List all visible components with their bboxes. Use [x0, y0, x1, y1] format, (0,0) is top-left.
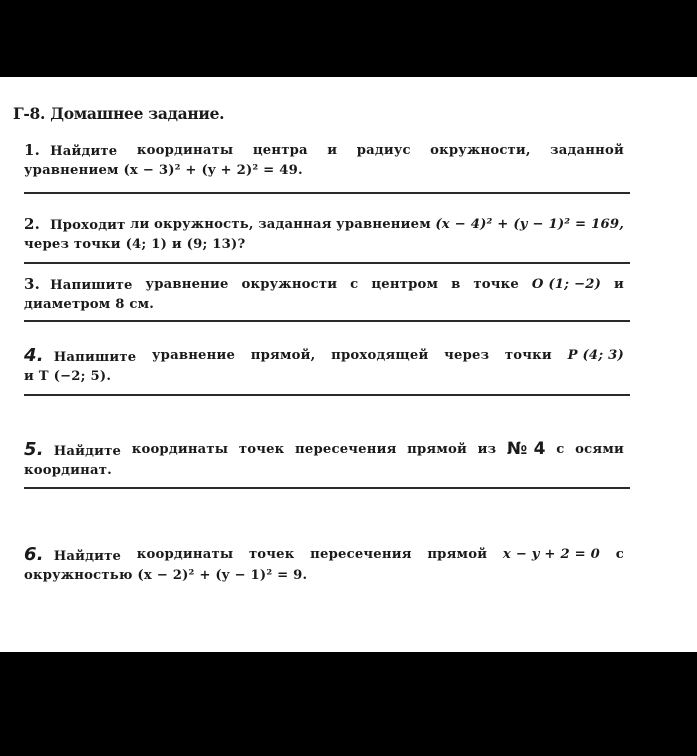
- word: Проходит: [50, 218, 126, 233]
- word: координаты: [136, 143, 234, 158]
- task-1-number: 1.: [24, 141, 41, 159]
- task-5-line-2: координат.: [24, 463, 112, 478]
- word: уравнение: [145, 277, 229, 292]
- word: Найдите: [53, 444, 122, 459]
- task-4-line-2: и T (−2; 5).: [24, 369, 112, 384]
- answer-line-1: [24, 192, 630, 194]
- word: центром: [371, 277, 439, 292]
- word: пересечения: [295, 442, 397, 457]
- word: осями: [575, 442, 624, 457]
- homework-sheet: [0, 77, 697, 652]
- word: в: [451, 277, 461, 292]
- equation: x − y + 2 = 0: [502, 547, 601, 562]
- word: координаты: [136, 547, 234, 562]
- task-3-line-1: [24, 275, 624, 295]
- task-reference: № 4: [506, 439, 546, 459]
- equation: (x − 4)² + (y − 1)² = 169,: [435, 217, 624, 232]
- task-5: [24, 440, 624, 480]
- word: центра: [252, 143, 308, 158]
- task-6-number: 6.: [24, 544, 44, 565]
- word: точке: [473, 277, 519, 292]
- task-5-line-1: [24, 440, 624, 461]
- word: точек: [238, 442, 285, 457]
- task-2-line-2: через точки (4; 1) и (9; 13)?: [24, 237, 246, 252]
- word: координаты: [131, 442, 229, 457]
- word: окружности,: [430, 143, 531, 158]
- answer-line-5: [24, 487, 630, 489]
- word: с: [556, 442, 565, 457]
- task-4: [24, 346, 624, 386]
- word: Найдите: [50, 144, 118, 159]
- task-1-line-1: [24, 141, 624, 161]
- task-6-line-2: окружностью (x − 2)² + (y − 1)² = 9.: [24, 568, 308, 583]
- point: O (1; −2): [531, 277, 602, 292]
- word: точек: [248, 547, 295, 562]
- task-5-number: 5.: [24, 439, 44, 460]
- word: и: [614, 277, 624, 292]
- word: точки: [504, 348, 552, 363]
- word: и: [327, 143, 338, 158]
- word: с: [350, 277, 359, 292]
- word: из: [477, 442, 497, 457]
- word: уравнением: [336, 217, 431, 232]
- word: проходящей: [331, 348, 429, 363]
- task-6-line-1: [24, 545, 624, 566]
- task-2: [24, 215, 624, 254]
- word: ли: [130, 217, 150, 232]
- word: Напишите: [53, 350, 137, 365]
- word: заданная: [258, 217, 332, 232]
- word: радиус: [356, 143, 411, 158]
- word: окружность,: [154, 217, 254, 232]
- answer-line-4: [24, 394, 630, 396]
- word: через: [444, 348, 490, 363]
- word: Напишите: [50, 278, 133, 293]
- word: уравнение: [152, 348, 236, 363]
- word: прямой,: [250, 348, 316, 363]
- task-6: [24, 545, 624, 585]
- answer-line-3: [24, 320, 630, 322]
- task-3-line-2: диаметром 8 см.: [24, 297, 155, 312]
- word: заданной: [550, 143, 624, 158]
- task-4-line-1: [24, 346, 624, 367]
- task-2-number: 2.: [24, 215, 41, 233]
- task-3: [24, 275, 624, 314]
- task-4-number: 4.: [24, 345, 44, 366]
- word: прямой: [407, 442, 467, 457]
- word: прямой: [427, 547, 488, 562]
- answer-line-2: [24, 262, 630, 264]
- word: Найдите: [53, 549, 122, 564]
- word: с: [615, 547, 624, 562]
- point: P (4; 3): [567, 348, 624, 363]
- task-2-line-1: [24, 215, 624, 235]
- task-1-line-2: уравнением (x − 3)² + (y + 2)² = 49.: [24, 163, 303, 178]
- task-1: [24, 141, 624, 180]
- word: пересечения: [310, 547, 412, 562]
- word: окружности: [241, 277, 338, 292]
- page-title: Г-8. Домашнее задание.: [13, 104, 225, 123]
- task-3-number: 3.: [24, 275, 41, 293]
